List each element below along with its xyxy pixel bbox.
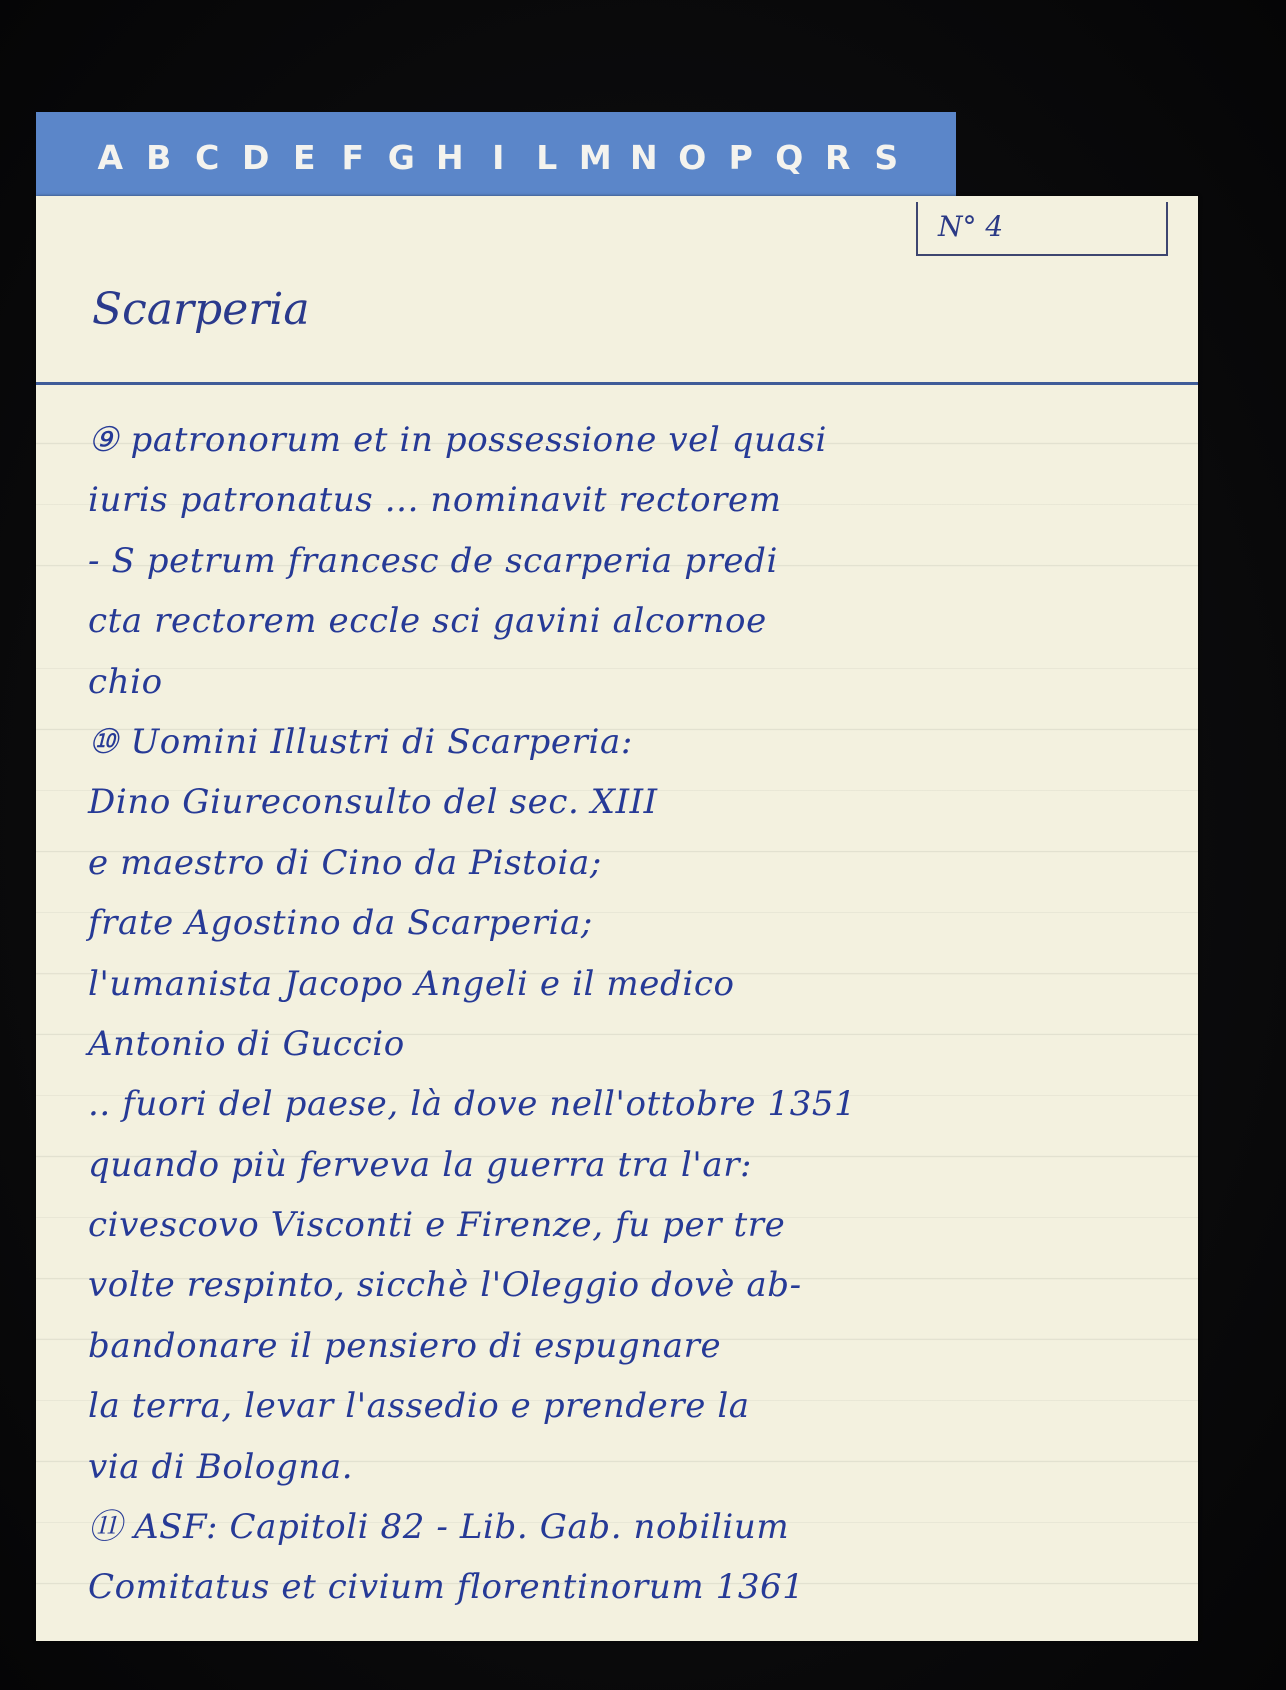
index-letter: O — [678, 138, 707, 177]
note-line: bandonare il pensiero di espugnare — [88, 1325, 722, 1366]
note-line: ⑩ Uomini Illustri di Scarperia: — [88, 721, 633, 762]
index-letter: E — [292, 138, 316, 177]
note-line: volte respinto, sicchè l'Oleggio dovè ab- — [88, 1265, 802, 1306]
index-letter: P — [728, 138, 753, 177]
index-card — [36, 196, 1198, 1641]
index-letter: M — [578, 138, 612, 177]
note-line: frate Agostino da Scarperia; — [88, 903, 593, 944]
note-line: - S petrum francesc de scarperia predi — [88, 540, 778, 581]
index-letter: G — [387, 138, 415, 177]
note-line: Dino Giureconsulto del sec. XIII — [88, 782, 658, 823]
index-letter: D — [242, 138, 270, 177]
card-subject-title: Scarperia — [92, 284, 310, 335]
alphabet-letters — [36, 138, 956, 177]
note-line: la terra, levar l'assedio e prendere la — [88, 1386, 750, 1427]
alphabet-index-tab — [36, 112, 956, 202]
header-divider — [36, 382, 1198, 385]
note-line: e maestro di Cino da Pistoia; — [88, 842, 602, 883]
card-number-box — [916, 202, 1168, 256]
index-letter: N — [629, 138, 658, 177]
note-line: cta rectorem eccle sci gavini alcornoe — [88, 601, 767, 642]
card-header — [36, 196, 1198, 382]
index-letter: S — [874, 138, 899, 177]
index-letter: A — [97, 138, 124, 177]
note-line: iuris patronatus ... nominavit rectorem — [88, 480, 782, 521]
index-letter: I — [492, 138, 505, 177]
note-line: l'umanista Jacopo Angeli e il medico — [88, 963, 735, 1004]
index-letter: F — [341, 138, 365, 177]
note-line: civescovo Visconti e Firenze, fu per tre — [88, 1205, 786, 1246]
index-letter: H — [435, 138, 464, 177]
note-line: Comitatus et civium florentinorum 1361 — [88, 1567, 805, 1608]
note-line: .. fuori del paese, là dove nell'ottobre 1351 — [88, 1084, 857, 1125]
handwritten-notes — [88, 410, 1168, 1618]
index-letter: R — [825, 138, 851, 177]
index-letter: L — [536, 138, 558, 177]
index-letter: C — [195, 138, 220, 177]
note-line: ⑨ patronorum et in possessione vel quasi — [88, 420, 828, 460]
note-line: chio — [88, 661, 163, 702]
note-line: ⑪ ASF: Capitoli 82 - Lib. Gab. nobilium — [88, 1507, 790, 1548]
index-letter: B — [146, 138, 172, 177]
note-line: Antonio di Guccio — [88, 1023, 405, 1064]
note-line: quando più ferveva la guerra tra l'ar: — [88, 1144, 753, 1185]
note-line: via di Bologna. — [88, 1446, 354, 1487]
index-letter: Q — [775, 138, 804, 177]
card-number: N° 4 — [938, 210, 1004, 243]
